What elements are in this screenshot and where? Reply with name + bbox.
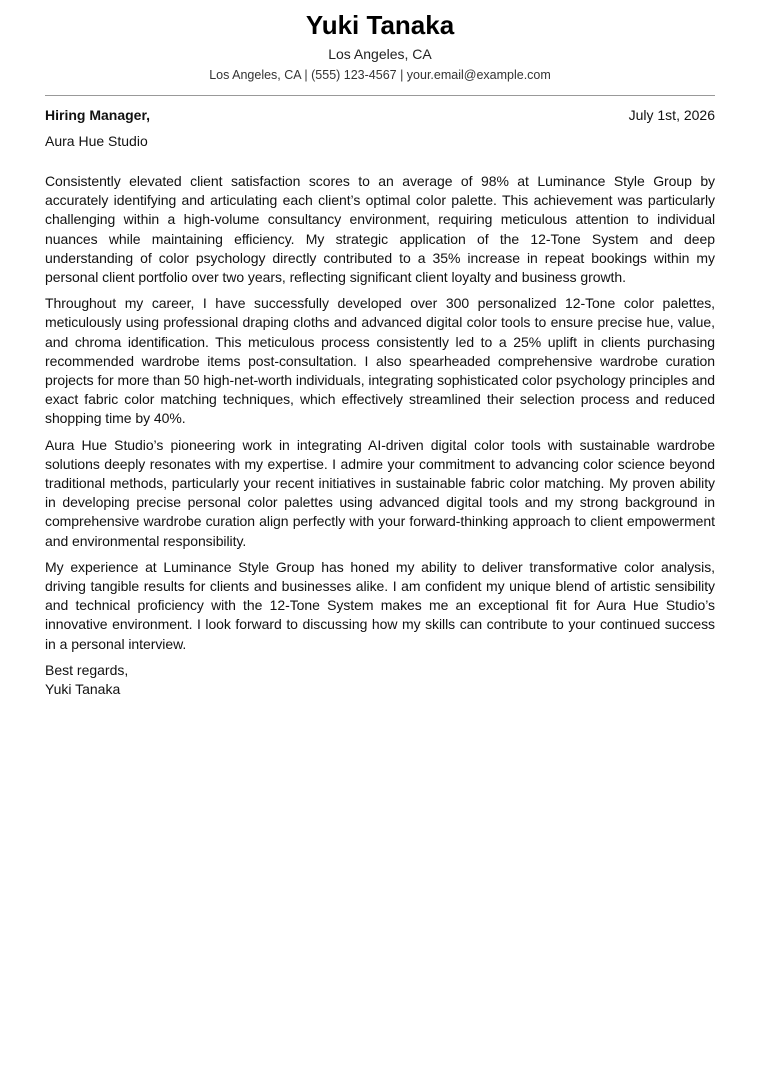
recipient-row bbox=[45, 105, 715, 125]
letter-body bbox=[45, 172, 715, 654]
applicant-name: Yuki Tanaka bbox=[305, 10, 455, 40]
closing-signature: Yuki Tanaka bbox=[45, 681, 121, 698]
recipient-company: Aura Hue Studio bbox=[45, 133, 148, 149]
recipient-title: Hiring Manager, bbox=[45, 107, 151, 123]
applicant-location: Los Angeles, CA bbox=[328, 46, 432, 62]
letter-closing bbox=[45, 661, 715, 699]
body-paragraph: Throughout my career, I have successfully developed over 300 personalized 12-Tone color palettes, meticulously using professional draping cloths and advanced digital color tools to ensure precise hue, value, and chroma identification. This meticulous process consistently led to a 25% uplift in clients purchasing recommended wardrobe items post-consultation. I also spearheaded comprehensive wardrobe curation projects for more than 50 high-net-worth individuals, integrating sophisticated color psychology principles and exact fabric color matching techniques, which effectively streamlined their selection process and reduced shopping time by 40%. bbox=[45, 295, 715, 427]
body-paragraph: Aura Hue Studio’s pioneering work in integrating AI-driven digital color tools with sustainable wardrobe solutions deeply resonates with my expertise. I admire your commitment to advancing color science beyond traditional methods, particularly your recent initiatives in sustainable fabric color matching. My proven ability in developing precise personal color palettes using advanced digital tools and my strong background in comprehensive wardrobe curation align perfectly with your forward-thinking approach to client empowerment and environmental responsibility. bbox=[45, 436, 715, 549]
header-divider bbox=[45, 95, 715, 96]
body-paragraph: Consistently elevated client satisfaction scores to an average of 98% at Luminance Style Group by accurately identifying and articulating each client’s optimal color palette. This achievement was particularly challenging within a high-volume consultancy environment, requiring meticulous attention to individual nuances while maintaining efficiency. My strategic application of the 12-Tone System and deep understanding of color psychology directly contributed to a 35% increase in repeat bookings within my personal client portfolio over two years, reflecting significant client loyalty and business growth. bbox=[45, 173, 715, 286]
letter-header bbox=[45, 8, 715, 84]
applicant-contact-line: Los Angeles, CA | (555) 123-4567 | your.email@example.com bbox=[209, 68, 551, 82]
closing-salutation: Best regards, bbox=[45, 661, 129, 678]
body-paragraph: My experience at Luminance Style Group has honed my ability to deliver transformative color analysis, driving tangible results for clients and businesses alike. I am confident my unique blend of artistic sensibility and technical proficiency with the 12-Tone System makes me an exceptional fit for Aura Hue Studio’s innovative environment. I look forward to discussing how my skills can contribute to your continued success in a personal interview. bbox=[45, 558, 715, 652]
letter-date: July 1st, 2026 bbox=[628, 107, 715, 123]
